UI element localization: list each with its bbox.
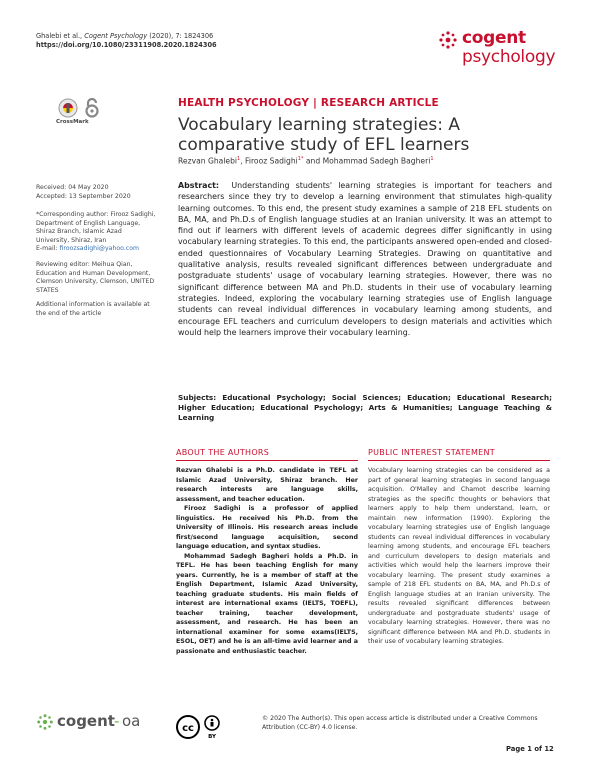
author-name[interactable]: Rezvan Ghalebi [178,156,238,166]
page-number: Page 1 of 12 [506,745,554,753]
cc-by-badge[interactable] [176,714,226,740]
corresponding-author [36,211,156,254]
email-link[interactable]: firoozsadighi@yahoo.com [59,245,140,253]
cogent-oa-logo[interactable] [36,712,166,734]
badges [58,97,106,131]
abstract-label: Abstract: [178,181,220,190]
public-interest-box [368,448,550,647]
by-label: BY [208,734,216,740]
logo-word-psychology: psychology [462,47,556,67]
author-affiliation: 1 [430,156,434,162]
received-date: Received: 04 May 2020 [36,184,109,191]
additional-info: Additional information is available at the end of the article [36,301,150,317]
cogent-gear-icon [438,30,458,50]
public-interest-text: Vocabulary learning strategies can be considered as a part of general learning strategies in second language acquisition. O'Malley and Chamot describe learning strategies as the specific thoughts or behaviors that learners apply to help them understand, learn, or maintain new information (1990). Exploring the vocabulary learning strategies use of English language students can reveal individual differences in vocabulary learning among students, and encourage EFL teachers and curriculum developers to design materials and activities which would help the learners improve their vocabulary learning. The present study examines a sample of 218 EFL students on BA, MA, and Ph.D.s of English language studies at an Iranian university. The results revealed significant differences between undergraduate and postgraduate students' usage of vocabulary learning strategies. However, there was no significant difference between MA and Ph.D. students in their use of vocabulary learning strategies. [368,467,550,645]
cc-label: cc [182,723,194,734]
article-title: Vocabulary learning strategies: A comparative study of EFL learners [178,115,470,155]
open-access-icon [87,99,98,117]
logo-word-cogent: cogent [462,28,526,48]
public-interest-heading: PUBLIC INTEREST STATEMENT [368,448,550,461]
crossmark-label: CrossMark [56,119,89,125]
license-text: © 2020 The Author(s). This open access article is distributed under a Creative Commons Attribution (CC-BY) 4.0 license. [262,715,538,731]
subjects [178,393,552,423]
abstract [178,180,552,338]
abstract-text: Understanding students' learning strategies is important for teachers and researchers since they try to develop a learning environment that stimulates high-quality learning outcomes. To this end, the present study examines a sample of 218 EFL students on BA, MA, and Ph.D.s of English language studies at an Iranian university. It was an attempt to find out if learners with different levels of academic degrees differ significantly in using vocabulary learning strategies. To this end, the participants answered open-ended and closed-ended questionnaires of Vocabulary Learning Strategies. Drawing on quantitative and qualitative analysis, results revealed significant differences between undergraduate and postgraduate students' usage of vocabulary learning strategies. However, there was no significant difference between MA and Ph.D. students in their use of vocabulary learning strategies. Indeed, exploring the vocabulary learning strategies use of English language students can reveal individual differences in vocabulary learning among students, and encourage EFL teachers and curriculum developers to design materials and activities which would help the learners improve their vocabulary learning. [178,181,552,337]
about-paragraph: Rezvan Ghalebi is a Ph.D. candidate in TEFL at Islamic Azad University, Shiraz branch. Her research interests are language skills, assessment, and teacher education. [176,467,358,503]
author-separator: , [240,156,246,166]
section-tag: HEALTH PSYCHOLOGY | RESEARCH ARTICLE [178,97,439,109]
corresponding-author-text: *Corresponding author: Firooz Sadighi, Department of English Language, Shiraz Branch, Islamic Azad University, Shiraz, Iran [36,211,156,244]
author-affiliation: 1 [237,156,241,162]
cogent-oa-gear-icon [36,713,54,731]
footer-logo-dash: ‑ [114,712,120,730]
footer-logo-cogent: cogent [57,712,115,730]
author-list [178,156,434,166]
email-label: E-mail: [36,245,58,253]
footer-logo-oa: oa [122,712,141,730]
citation-authors: Ghalebi et al., [36,32,83,40]
citation-volume: (2020), 7: 1824306 [149,32,214,40]
author-affiliation: 1* [297,156,304,162]
reviewing-editor: Reviewing editor: Meihua Qian, Education and Human Development, Clemson University, Clemson, UNITED STATES [36,261,155,294]
author-name[interactable]: Mohammad Sadegh Bagheri [322,156,431,166]
about-paragraph: Mohammad Sadegh Bagheri holds a Ph.D. in TEFL. He has been teaching English for many years. Currently, he is a member of staff at the English Department, Islamic Azad University, teaching graduate students. His main fields of interest are international exams (IELTS, TOEFL), teacher training, teacher development, assessment, and research. He has been an international examiner for some exams(IELTS, ESOL, OET) and he is an all-time avid learner and a passionate and enthusiastic teacher. [176,552,358,655]
about-paragraph: Firooz Sadighi is a professor of applied linguistics. He received his Ph.D. from the University of Illinois. His research areas include first/second language acquisition, second language education, and syntax studies. [176,505,358,550]
about-authors-heading: ABOUT THE AUTHORS [176,448,358,461]
citation [36,32,217,50]
subjects-label: Subjects: [178,393,217,402]
author-separator: and [303,156,323,166]
doi-link[interactable]: https://doi.org/10.1080/23311908.2020.1824306 [36,41,217,49]
subjects-text: Educational Psychology; Social Sciences; Education; Educational Research; Higher Education; Educational Psychology; Arts & Humanities; Language Teaching & Learning [178,393,552,422]
about-authors-box [176,448,358,656]
journal-logo[interactable] [438,28,568,70]
citation-journal: Cogent Psychology [84,32,148,40]
accepted-date: Accepted: 13 September 2020 [36,193,131,200]
author-name[interactable]: Firooz Sadighi [245,156,298,166]
crossmark-icon[interactable] [59,99,77,117]
